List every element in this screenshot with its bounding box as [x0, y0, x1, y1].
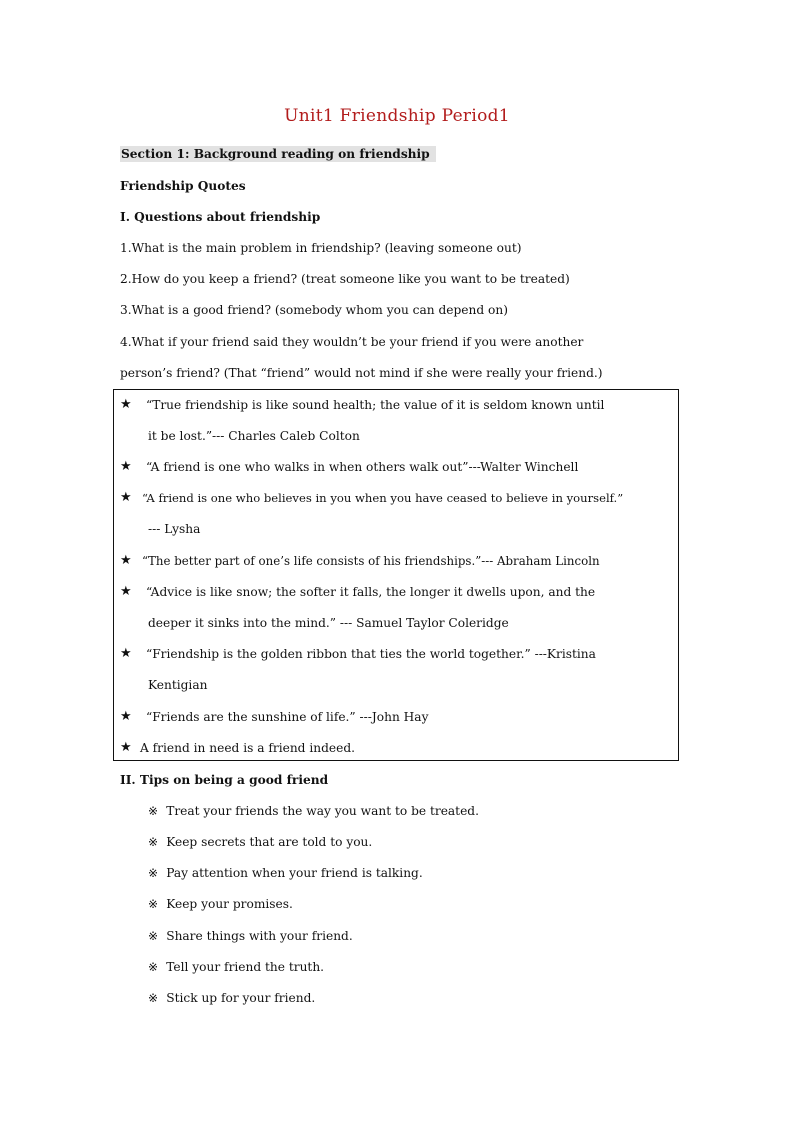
question-item: 2.How do you keep a friend? (treat someone like you want to be treated) [120, 272, 570, 286]
quote-line: “A friend is one who believes in you when you have ceased to believe in yourself.” [142, 491, 624, 505]
tip-item [148, 803, 479, 819]
tip-text: Keep your promises. [166, 897, 293, 911]
section-heading: Section 1: Background reading on friendship [120, 146, 436, 162]
star-icon: ★ [120, 459, 132, 474]
tip-item [148, 959, 324, 975]
tip-item [148, 865, 423, 881]
page-title: Unit1 Friendship Period1 [284, 106, 510, 126]
reference-mark-icon: ※ [148, 804, 159, 818]
tip-item [148, 990, 315, 1006]
section-heading-row [120, 146, 436, 162]
quote-line: deeper it sinks into the mind.” --- Samuel Taylor Coleridge [148, 616, 509, 630]
reference-mark-icon: ※ [148, 835, 159, 849]
questions-heading: I. Questions about friendship [120, 210, 321, 224]
quote-line: it be lost.”--- Charles Caleb Colton [148, 429, 360, 443]
star-icon: ★ [120, 740, 132, 755]
subheading: Friendship Quotes [120, 179, 246, 193]
quotes-box [113, 389, 679, 761]
quote-line: “Advice is like snow; the softer it falls, the longer it dwells upon, and the [146, 585, 596, 599]
quote-line: “Friendship is the golden ribbon that ties the world together.” ---Kristina [146, 647, 596, 661]
tip-text: Stick up for your friend. [166, 991, 316, 1005]
star-icon: ★ [120, 584, 132, 599]
reference-mark-icon: ※ [148, 866, 159, 880]
question-item: 3.What is a good friend? (somebody whom you can depend on) [120, 303, 508, 317]
quote-line: --- Lysha [148, 522, 201, 536]
question-item: 4.What if your friend said they wouldn’t be your friend if you were another [120, 335, 584, 349]
tips-heading: II. Tips on being a good friend [120, 773, 329, 787]
quote-line: Kentigian [148, 678, 208, 692]
question-item-continued: person’s friend? (That “friend” would not mind if she were really your friend.) [120, 366, 603, 380]
quote-line: “Friends are the sunshine of life.” ---John Hay [146, 710, 429, 724]
star-icon: ★ [120, 709, 132, 724]
star-icon: ★ [120, 646, 132, 661]
tip-text: Pay attention when your friend is talking. [166, 866, 423, 880]
tip-text: Tell your friend the truth. [166, 960, 325, 974]
quote-line: A friend in need is a friend indeed. [140, 741, 356, 755]
question-item: 1.What is the main problem in friendship? (leaving someone out) [120, 241, 522, 255]
reference-mark-icon: ※ [148, 991, 159, 1005]
quote-line: “The better part of one’s life consists of his friendships.”--- Abraham Lincoln [142, 554, 600, 568]
reference-mark-icon: ※ [148, 929, 159, 943]
tip-item [148, 928, 353, 944]
tip-item [148, 896, 293, 912]
quote-line: “True friendship is like sound health; the value of it is seldom known until [146, 398, 605, 412]
reference-mark-icon: ※ [148, 897, 159, 911]
star-icon: ★ [120, 397, 132, 412]
quote-line: “A friend is one who walks in when others walk out”---Walter Winchell [146, 460, 579, 474]
star-icon: ★ [120, 490, 132, 505]
star-icon: ★ [120, 553, 132, 568]
tip-text: Share things with your friend. [166, 929, 353, 943]
tip-text: Keep secrets that are told to you. [166, 835, 373, 849]
reference-mark-icon: ※ [148, 960, 159, 974]
tip-item [148, 834, 372, 850]
tip-text: Treat your friends the way you want to be treated. [166, 804, 479, 818]
